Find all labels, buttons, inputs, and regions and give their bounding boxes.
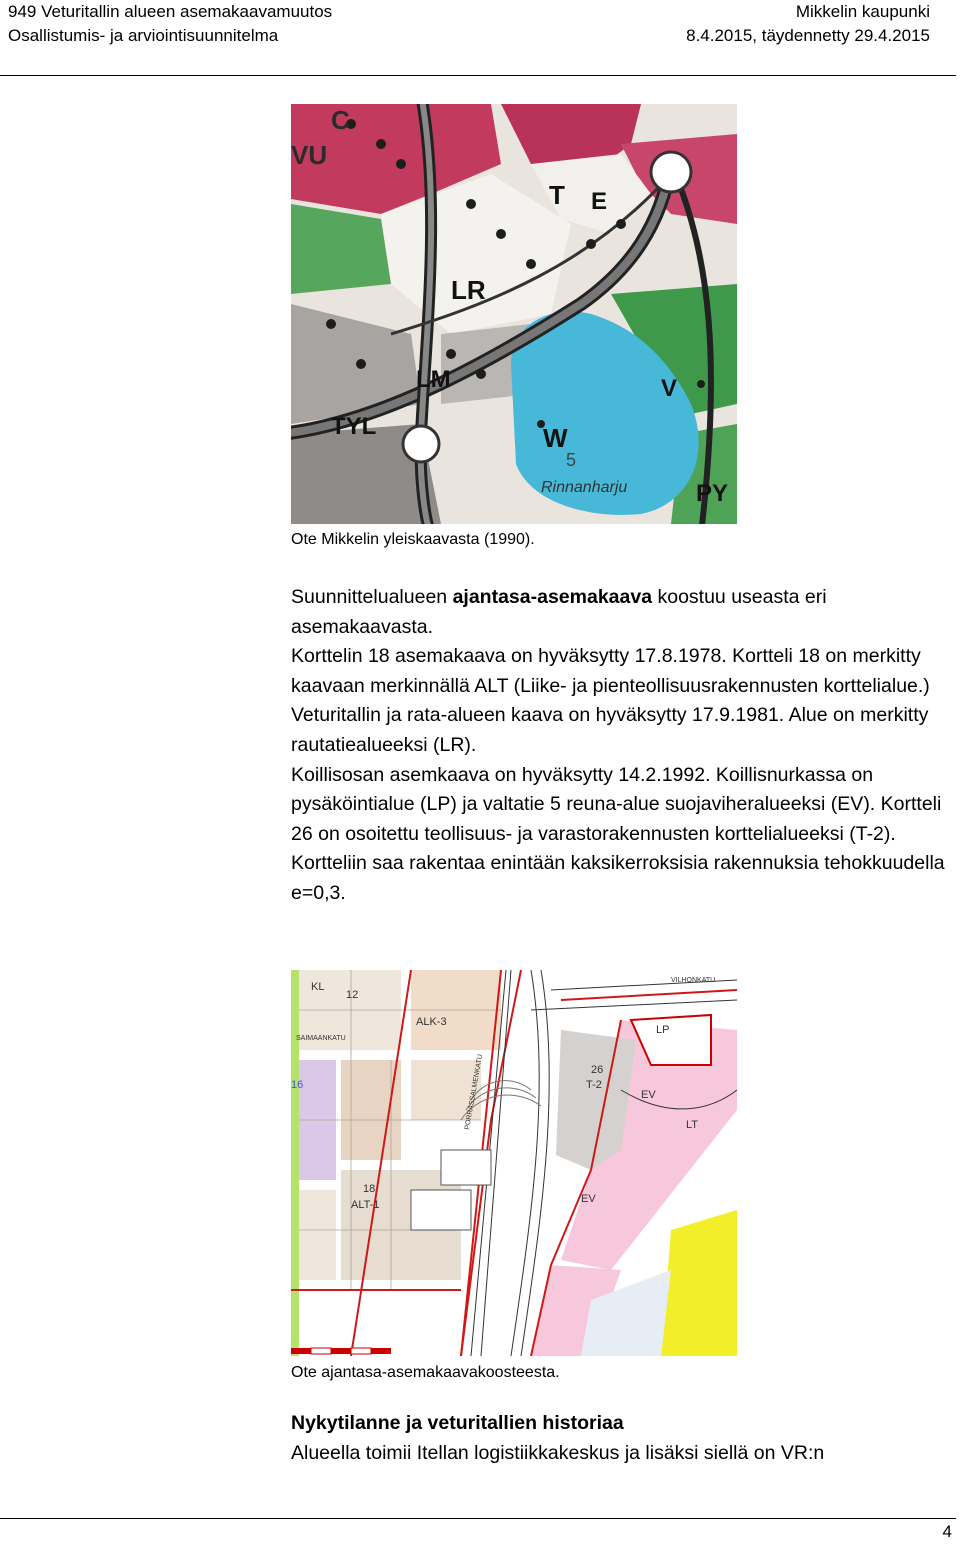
figure1-caption: Ote Mikkelin yleiskaavasta (1990). [291,531,535,548]
map-label-hill: Rinnanharju [541,479,628,496]
plan-label-lt: LT [686,1119,699,1131]
plan-label-vilhonkatu: VILHONKATU [671,977,716,984]
header-date: 8.4.2015, täydennetty 29.4.2015 [686,26,930,45]
header-doc-title: 949 Veturitallin alueen asemakaavamuutos [8,2,333,21]
plan-label-porrassalmenkatu: PORRASSALMENKATU [464,1053,485,1131]
plan-label-ev2: EV [581,1193,596,1205]
general-plan-map [291,104,737,524]
map-label-c: C [331,105,350,135]
map-label-lr: LR [451,275,486,305]
paragraph-4: Koillisosan asemkaava on hyväksytty 14.2.1992. Koillisnurkassa on pysäköintialue (LP) ja valtatie 5 reuna-alue suojaviheralueeksi (EV). Kortteli 26 on osoitettu teollisuus- ja varastorakennusten korttelialueeksi (T-2). Kortteliin saa rakentaa enintään kaksikerroksisia rakennuksia tehokkuudella e=0,3. [291,763,945,904]
paragraph-2: Korttelin 18 asemakaava on hyväksytty 17.8.1978. Kortteli 18 on merkitty kaavaan merkinnällä ALT (Liike- ja pienteollisuusrakennusten korttelialue.) [291,645,930,697]
map-label-tyl: TYL [331,413,377,440]
page-number: 4 [942,1522,952,1541]
figure2-caption: Ote ajantasa-asemakaavakoosteesta. [291,1364,560,1381]
p1-text-end: koostuu useasta eri asemakaavasta. [291,586,827,638]
paragraph-3: Veturitallin ja rata-alueen kaava on hyväksytty 17.9.1981. Alue on merkitty rautatiealueeksi (LR). [291,704,929,756]
p1-text: Suunnittelualueen [291,586,453,608]
paragraph-1 [291,583,951,642]
section-text: Alueella toimii Itellan logistiikkakeskus ja lisäksi siellä on VR:n [291,1442,825,1464]
map-label-w: W [543,423,568,453]
plan-label-alt1: ALT-1 [351,1199,380,1211]
map-label-vu: VU [291,140,328,170]
plan-label-kl: KL [311,981,325,993]
plan-label-t2: T-2 [586,1079,602,1091]
plan-label-ev1: EV [641,1089,656,1101]
plan-label-saimaankatu: SAIMAANKATU [296,1035,346,1042]
map-label-lm: LM [416,366,451,393]
map-label-py: PY [696,480,729,507]
plan-label-alk3: ALK-3 [416,1016,447,1028]
body-text [291,583,951,909]
p1-bold: ajantasa-asemakaava [452,586,653,608]
header-organisation: Mikkelin kaupunki [795,2,930,21]
map-label-e: E [591,188,608,215]
detailed-plan-map [291,970,737,1356]
footer-rule [0,1518,956,1519]
header-rule [0,75,956,76]
section-heading: Nykytilanne ja veturitallien historiaa [291,1412,624,1434]
plan-label-12: 12 [346,989,359,1001]
plan-label-lp: LP [656,1024,670,1036]
map-label-v: V [661,375,678,402]
header-doc-subtitle: Osallistumis- ja arviointisuunnitelma [8,26,279,45]
map-label-t: T [549,180,565,210]
plan-label-16: 16 [291,1079,304,1091]
map-label-5: 5 [566,450,577,470]
plan-label-18: 18 [363,1183,376,1195]
plan-label-26: 26 [591,1064,604,1076]
